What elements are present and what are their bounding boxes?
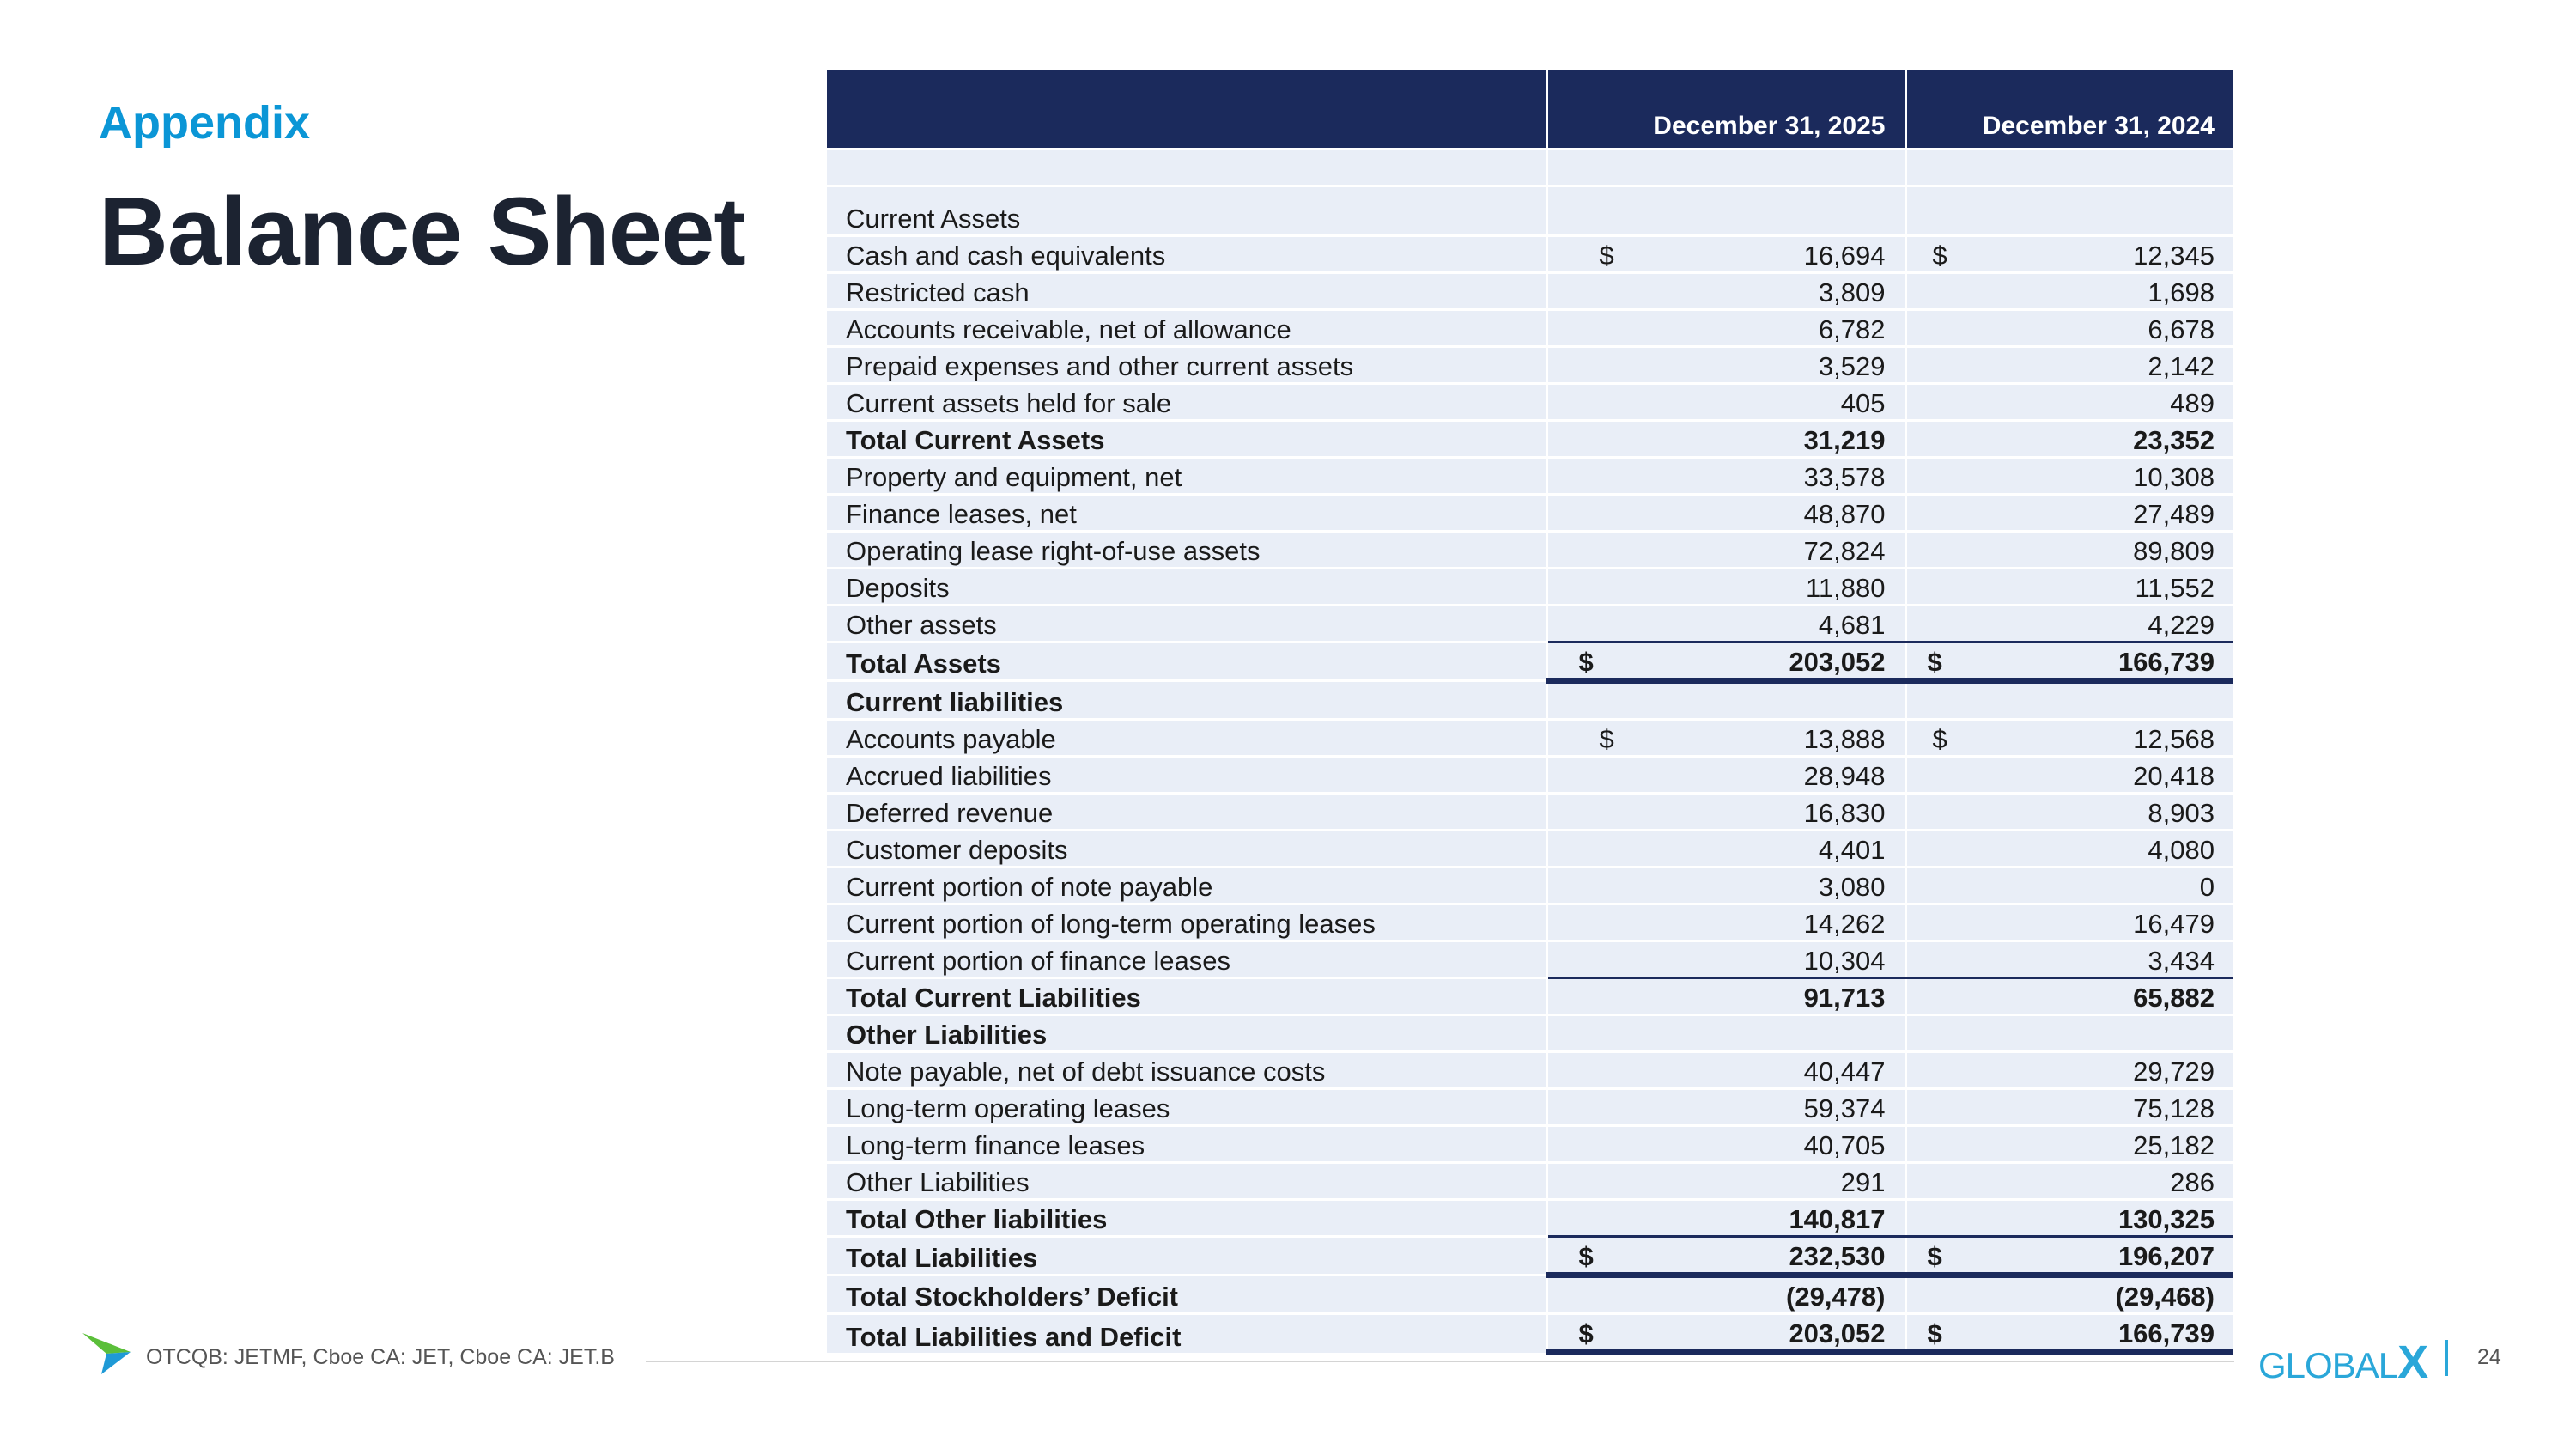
row-label: Long-term finance leases [827,1126,1546,1163]
value-cell [1546,495,1905,532]
value-text: 291 [1840,1167,1886,1197]
table-row [827,532,2233,569]
value-cell [1546,1200,1905,1237]
table-row [827,978,2233,1015]
value-text: 166,739 [2117,647,2215,677]
row-label: Total Other liabilities [827,1200,1546,1237]
value-text: 232,530 [1789,1241,1886,1271]
row-label: Total Liabilities and Deficit [827,1314,1546,1353]
row-label: Other Liabilities [827,1163,1546,1200]
value-cell [1546,1089,1905,1126]
table-row [827,681,2233,720]
value-cell [1546,236,1905,273]
value-cell [1905,273,2233,310]
table-row [827,1015,2233,1052]
value-text: 4,080 [2148,835,2215,865]
value-text: 166,739 [2117,1318,2215,1349]
page-title: Balance Sheet [99,178,745,285]
value-cell [1905,606,2233,642]
table-row [827,236,2233,273]
table-row [827,495,2233,532]
value-text: 40,447 [1803,1056,1886,1087]
value-cell [1905,458,2233,495]
table-row [827,1052,2233,1089]
value-text: 13,888 [1803,724,1886,754]
value-cell [1905,1052,2233,1089]
value-cell [1905,347,2233,384]
value-cell [1905,421,2233,458]
value-text: 31,219 [1803,425,1886,455]
value-cell [1546,310,1905,347]
value-cell [1905,904,2233,941]
table-row [827,569,2233,606]
page-number: 24 [2477,1345,2501,1369]
value-text: 11,552 [2135,573,2215,603]
value-cell [1905,384,2233,421]
value-cell [1546,1275,1905,1314]
table-row [827,794,2233,831]
currency-symbol: $ [1927,1241,1942,1271]
value-text: 140,817 [1789,1204,1886,1234]
value-text: 4,681 [1818,610,1886,640]
value-text: 405 [1840,388,1886,418]
value-text: 16,830 [1803,798,1886,828]
value-text: 4,401 [1818,835,1886,865]
table-row [827,1314,2233,1353]
company-arrow-icon [82,1333,131,1374]
value-text: 0 [2199,872,2215,902]
table-row [827,904,2233,941]
value-cell [1546,273,1905,310]
logo-divider [2445,1340,2448,1376]
table-row [827,642,2233,681]
value-cell [1546,757,1905,794]
value-text: 130,325 [2117,1204,2215,1234]
row-label: Total Liabilities [827,1237,1546,1275]
value-text: 4,229 [2148,610,2215,640]
currency-symbol: $ [1932,240,1947,271]
row-label: Accounts payable [827,720,1546,757]
table-row [827,868,2233,904]
row-label: Total Current Assets [827,421,1546,458]
value-text: 40,705 [1803,1130,1886,1160]
value-cell [1905,681,2233,720]
table-row [827,273,2233,310]
row-label: Accounts receivable, net of allowance [827,310,1546,347]
row-label: Other assets [827,606,1546,642]
value-cell [1546,904,1905,941]
value-text: 14,262 [1803,909,1886,939]
row-label: Current liabilities [827,681,1546,720]
table-row [827,1163,2233,1200]
column-header: December 31, 2025 [1546,70,1905,149]
value-text: 16,694 [1803,240,1886,271]
value-text: 6,782 [1818,314,1886,344]
value-cell [1905,236,2233,273]
table-row [827,421,2233,458]
value-cell [1546,347,1905,384]
value-text: 2,142 [2148,351,2215,381]
row-label: Total Current Liabilities [827,978,1546,1015]
currency-symbol: $ [1599,724,1614,754]
currency-symbol: $ [1578,1318,1594,1349]
currency-symbol: $ [1932,724,1947,754]
value-text: 48,870 [1803,499,1886,529]
value-text: 59,374 [1803,1093,1886,1123]
value-cell [1546,1126,1905,1163]
value-text: 203,052 [1789,1318,1886,1349]
value-cell [1905,794,2233,831]
value-cell [1905,310,2233,347]
value-text: 11,880 [1805,573,1886,603]
table-row [827,757,2233,794]
balance-sheet-table [827,70,2233,1355]
row-label: Cash and cash equivalents [827,236,1546,273]
value-cell [1546,421,1905,458]
value-text: 3,809 [1818,277,1886,307]
value-cell [1905,495,2233,532]
value-cell [1905,569,2233,606]
currency-symbol: $ [1927,1318,1942,1349]
value-cell [1546,794,1905,831]
currency-symbol: $ [1927,647,1942,677]
value-text: 23,352 [2133,425,2215,455]
value-cell [1905,186,2233,236]
value-cell [1905,532,2233,569]
currency-symbol: $ [1578,1241,1594,1271]
table-row [827,1089,2233,1126]
value-cell [1905,868,2233,904]
value-text: 489 [2170,388,2215,418]
value-text: 20,418 [2133,761,2215,791]
value-cell [1546,1163,1905,1200]
value-text: 3,080 [1818,872,1886,902]
row-label: Deferred revenue [827,794,1546,831]
value-text: 25,182 [2133,1130,2215,1160]
value-cell [1905,1163,2233,1200]
row-label: Prepaid expenses and other current assets [827,347,1546,384]
value-text: 196,207 [2117,1241,2215,1271]
value-cell [1905,978,2233,1015]
value-text: 12,345 [2133,240,2215,271]
value-text: 6,678 [2148,314,2215,344]
table-row [827,186,2233,236]
row-label: Customer deposits [827,831,1546,868]
footer-divider [646,1361,2234,1362]
value-cell [1546,681,1905,720]
value-text: 12,568 [2133,724,2215,754]
row-label: Current assets held for sale [827,384,1546,421]
table-row [827,458,2233,495]
table-row [827,149,2233,186]
row-label: Current portion of long-term operating leases [827,904,1546,941]
value-text: 10,304 [1803,946,1886,976]
header-label-cell [827,70,1546,149]
row-label: Operating lease right-of-use assets [827,532,1546,569]
value-cell [1546,941,1905,978]
value-text: 65,882 [2133,983,2215,1013]
row-label: Current portion of finance leases [827,941,1546,978]
value-text: 286 [2170,1167,2215,1197]
table-row [827,720,2233,757]
value-cell [1905,757,2233,794]
ticker-text: OTCQB: JETMF, Cboe CA: JET, Cboe CA: JET.B [146,1345,615,1369]
table-row [827,606,2233,642]
value-text: 72,824 [1803,536,1886,566]
logo-x: X [2397,1336,2428,1388]
table-row [827,1126,2233,1163]
value-cell [1546,384,1905,421]
value-cell [1905,642,2233,681]
column-header: December 31, 2024 [1905,70,2233,149]
value-cell [1546,458,1905,495]
value-text: 75,128 [2133,1093,2215,1123]
value-cell [1546,642,1905,681]
logo-text: GLOBAL [2258,1345,2398,1385]
value-text: 33,578 [1803,462,1886,492]
row-label: Finance leases, net [827,495,1546,532]
table-row [827,941,2233,978]
value-text: 27,489 [2133,499,2215,529]
value-cell [1905,941,2233,978]
table-row [827,384,2233,421]
row-label: Total Assets [827,642,1546,681]
globalx-logo [2258,1336,2427,1389]
row-label: Other Liabilities [827,1015,1546,1052]
row-label: Current Assets [827,186,1546,236]
value-text: 29,729 [2133,1056,2215,1087]
row-label [827,149,1546,186]
value-text: 1,698 [2148,277,2215,307]
row-label: Accrued liabilities [827,757,1546,794]
value-cell [1546,532,1905,569]
section-label: Appendix [99,97,311,149]
table-row [827,1200,2233,1237]
row-label: Total Stockholders’ Deficit [827,1275,1546,1314]
value-cell [1905,1126,2233,1163]
value-cell [1546,149,1905,186]
row-label: Property and equipment, net [827,458,1546,495]
value-text: 28,948 [1803,761,1886,791]
value-cell [1546,1237,1905,1275]
row-label: Restricted cash [827,273,1546,310]
row-label: Note payable, net of debt issuance costs [827,1052,1546,1089]
value-cell [1546,1052,1905,1089]
row-label: Long-term operating leases [827,1089,1546,1126]
value-cell [1546,831,1905,868]
value-text: 8,903 [2148,798,2215,828]
value-cell [1546,720,1905,757]
value-cell [1905,720,2233,757]
row-label: Deposits [827,569,1546,606]
value-text: 3,434 [2148,946,2215,976]
table-header-row [827,70,2233,149]
table-body [827,149,2233,1353]
value-text: (29,468) [2115,1282,2215,1312]
value-text: (29,478) [1786,1282,1886,1312]
value-cell [1546,1015,1905,1052]
value-cell [1546,569,1905,606]
value-cell [1905,1200,2233,1237]
table-row [827,347,2233,384]
currency-symbol: $ [1599,240,1614,271]
table-row [827,1275,2233,1314]
row-label: Current portion of note payable [827,868,1546,904]
value-cell [1546,868,1905,904]
table-row [827,310,2233,347]
currency-symbol: $ [1578,647,1594,677]
value-cell [1905,1089,2233,1126]
value-cell [1905,1015,2233,1052]
value-cell [1905,1314,2233,1353]
value-text: 16,479 [2133,909,2215,939]
value-text: 10,308 [2133,462,2215,492]
value-text: 89,809 [2133,536,2215,566]
table-row [827,1237,2233,1275]
table-row [827,831,2233,868]
value-cell [1546,606,1905,642]
value-cell [1905,1237,2233,1275]
value-cell [1546,186,1905,236]
value-text: 91,713 [1803,983,1886,1013]
value-cell [1905,831,2233,868]
value-cell [1905,149,2233,186]
value-cell [1905,1275,2233,1314]
value-text: 203,052 [1789,647,1886,677]
value-cell [1546,1314,1905,1353]
value-cell [1546,978,1905,1015]
value-text: 3,529 [1818,351,1886,381]
